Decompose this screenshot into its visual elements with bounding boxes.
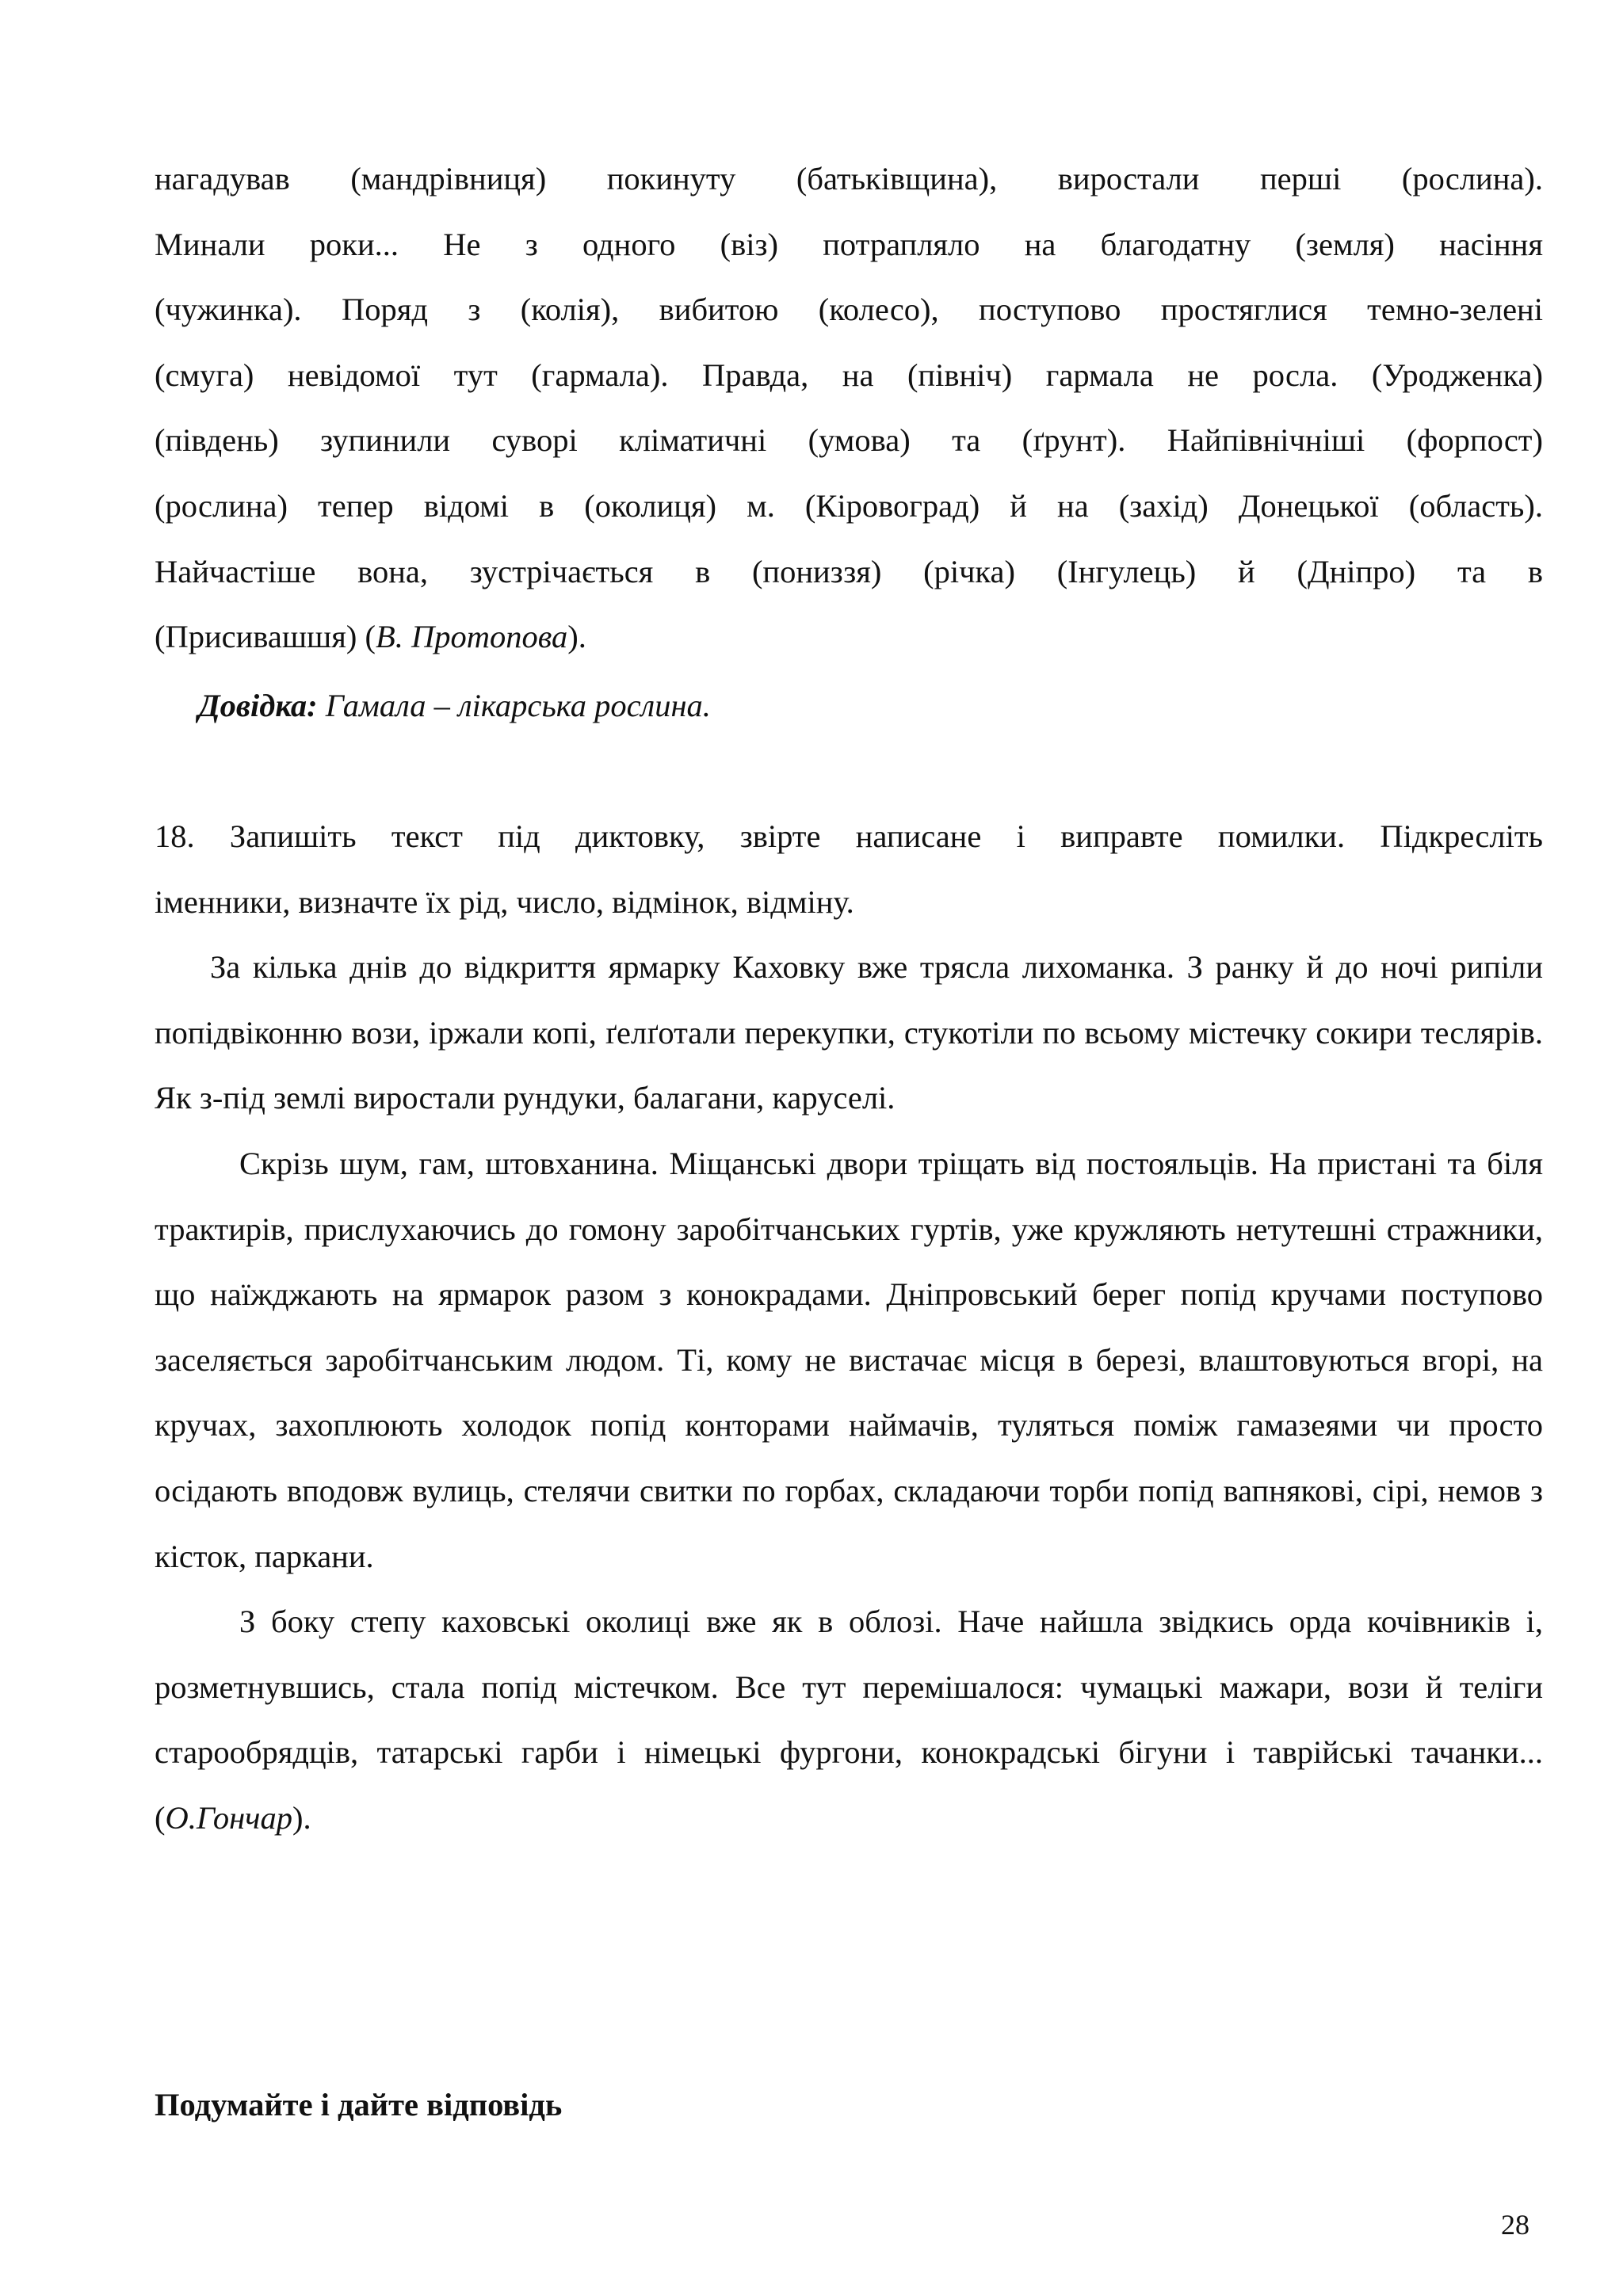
text-line: Минали роки... Не з одного (віз) потрапляло на благодатну (земля) насіння (155, 226, 1543, 262)
task-instruction-line: 18. Запишіть текст під диктовку, звірте написане і виправте помилки. Підкресліть (155, 818, 1543, 854)
text-line: (південь) зупинили суворі кліматичні (умова) та (ґрунт). Найпівнічніші (форпост) (155, 422, 1543, 459)
author-citation: В. Протопова (375, 619, 568, 655)
top-paragraph (155, 147, 1543, 670)
text-line: (смуга) невідомої тут (гармала). Правда, на (північ) гармала не росла. (Уродженка) (155, 357, 1543, 393)
dictation-paragraph-3 (155, 1589, 1543, 1851)
text-line: (чужинка). Поряд з (колія), вибитою (колесо), поступово простяглися темно-зелені (155, 292, 1543, 328)
author-citation: О.Гончар (165, 1799, 292, 1836)
text-fragment: (Присивашшя) ( (155, 619, 376, 655)
task-18 (155, 804, 1543, 1852)
reference-text: Гамала – лікарська рослина. (317, 688, 711, 723)
text-line: нагадував (мандрівниця) покинуту (батьківщина), виростали перші (рослина). (155, 161, 1543, 196)
section-heading: Подумайте і дайте відповідь (155, 2087, 563, 2122)
page-number: 28 (1501, 2209, 1529, 2241)
text-line-last (155, 605, 1543, 670)
paragraph-text-end: ). (292, 1799, 311, 1836)
text-line: Найчастіше вона, зустрічається в (пониззя) (річка) (Інгулець) й (Дніпро) та в (155, 553, 1543, 589)
dictation-paragraph-1: За кілька днів до відкриття ярмарку Каховку вже трясла лихоманка. З ранку й до ночі рипіли попідвіконню вози, іржали копі, ґелґотали перекупки, стукотіли по всьому містечку сокири теслярів. Як з-під землі виростали рундуки, балагани, каруселі. (155, 949, 1543, 1116)
text-fragment: ). (567, 619, 586, 655)
paragraph-text: З боку степу каховські околиці вже як в облозі. Наче найшла звідкись орда кочівників і, розметнувшись, стала попід містечком. Все тут перемішалося: чумацькі мажари, вози й теліги старообрядців, татарські гарби і німецькі фургони, конокрадські бігуни і таврійські тачанки... ( (155, 1604, 1543, 1836)
text-line: (рослина) тепер відомі в (околиця) м. (Кіровоград) й на (захід) Донецької (область). (155, 487, 1543, 524)
task-instruction-line: іменники, визначте їх рід, число, відмінок, відміну. (155, 883, 854, 920)
reference-note (198, 673, 1466, 738)
dictation-paragraph-2: Скрізь шум, гам, штовханина. Міщанські двори тріщать від постояльців. На пристані та біля трактирів, прислухаючись до гомону заробітчанських гуртів, уже кружляють нетутешні стражники, що наїжджають на ярмарок разом з конокрадами. Дніпровський берег попід кручами поступово заселяється заробітчанським людом. Ті, кому не вистачає місця в березі, влаштовуються вгорі, на кручах, захоплюють холодок попід конторами наймачів, туляться поміж гамазеями чи просто осідають вподовж вулиць, стелячи свитки по горбах, складаючи торби попід вапнякові, сірі, немов з кісток, паркани. (155, 1145, 1543, 1574)
reference-label: Довідка: (198, 688, 318, 723)
